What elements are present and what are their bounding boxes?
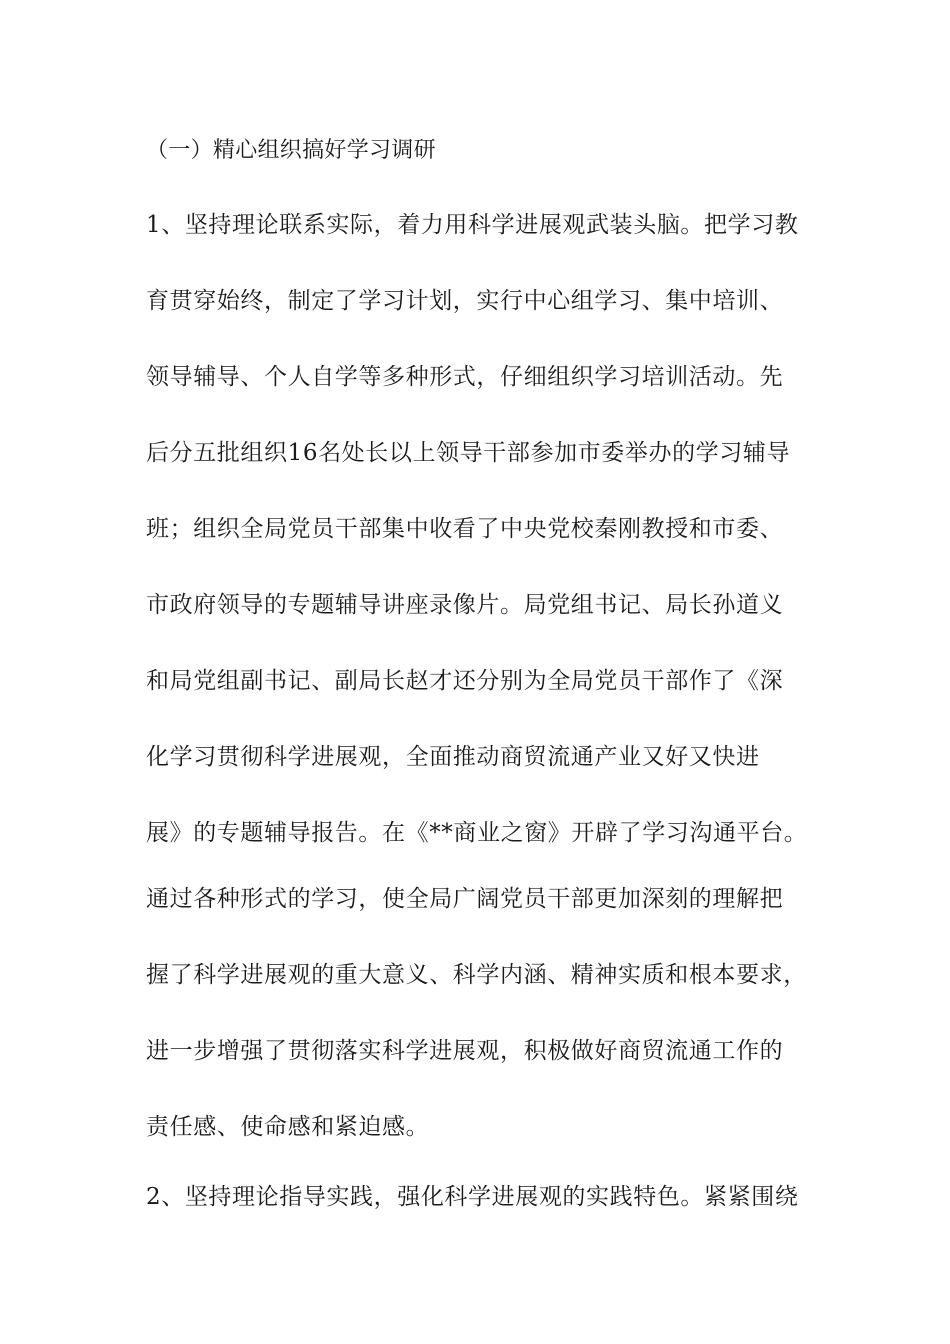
section-heading: （一）精心组织搞好学习调研 bbox=[146, 138, 436, 163]
paragraph-line: 握了科学进展观的重大意义、科学内涵、精神实质和根本要求， bbox=[146, 962, 807, 988]
paragraph-line: 2、坚持理论指导实践，强化科学进展观的实践特色。紧紧围绕 bbox=[146, 1184, 799, 1210]
paragraph-line: 市政府领导的专题辅导讲座录像片。局党组书记、局长孙道义 bbox=[146, 592, 784, 618]
paragraph-line: 1、坚持理论联系实际，着力用科学进展观武装头脑。把学习教 bbox=[146, 212, 799, 238]
paragraph-line: 责任感、使命感和紧迫感。 bbox=[146, 1114, 430, 1140]
paragraph-line: 班；组织全局党员干部集中收看了中央党校秦刚教授和市委、 bbox=[146, 516, 784, 542]
paragraph-line: 领导辅导、个人自学等多种形式，仔细组织学习培训活动。先 bbox=[146, 364, 784, 390]
paragraph-line: 育贯穿始终，制定了学习计划，实行中心组学习、集中培训、 bbox=[146, 288, 784, 314]
paragraph-line: 后分五批组织16名处长以上领导干部参加市委举办的学习辅导 bbox=[146, 440, 791, 466]
paragraph-line: 通过各种形式的学习，使全局广阔党员干部更加深刻的理解把 bbox=[146, 886, 784, 912]
paragraph-line: 化学习贯彻科学进展观，全面推动商贸流通产业又好又快进 bbox=[146, 744, 760, 770]
paragraph-line: 展》的专题辅导报告。在《**商业之窗》开辟了学习沟通平台。 bbox=[146, 820, 808, 846]
paragraph-line: 和局党组副书记、副局长赵才还分别为全局党员干部作了《深 bbox=[146, 668, 784, 694]
paragraph-line: 进一步增强了贯彻落实科学进展观，积极做好商贸流通工作的 bbox=[146, 1038, 784, 1064]
